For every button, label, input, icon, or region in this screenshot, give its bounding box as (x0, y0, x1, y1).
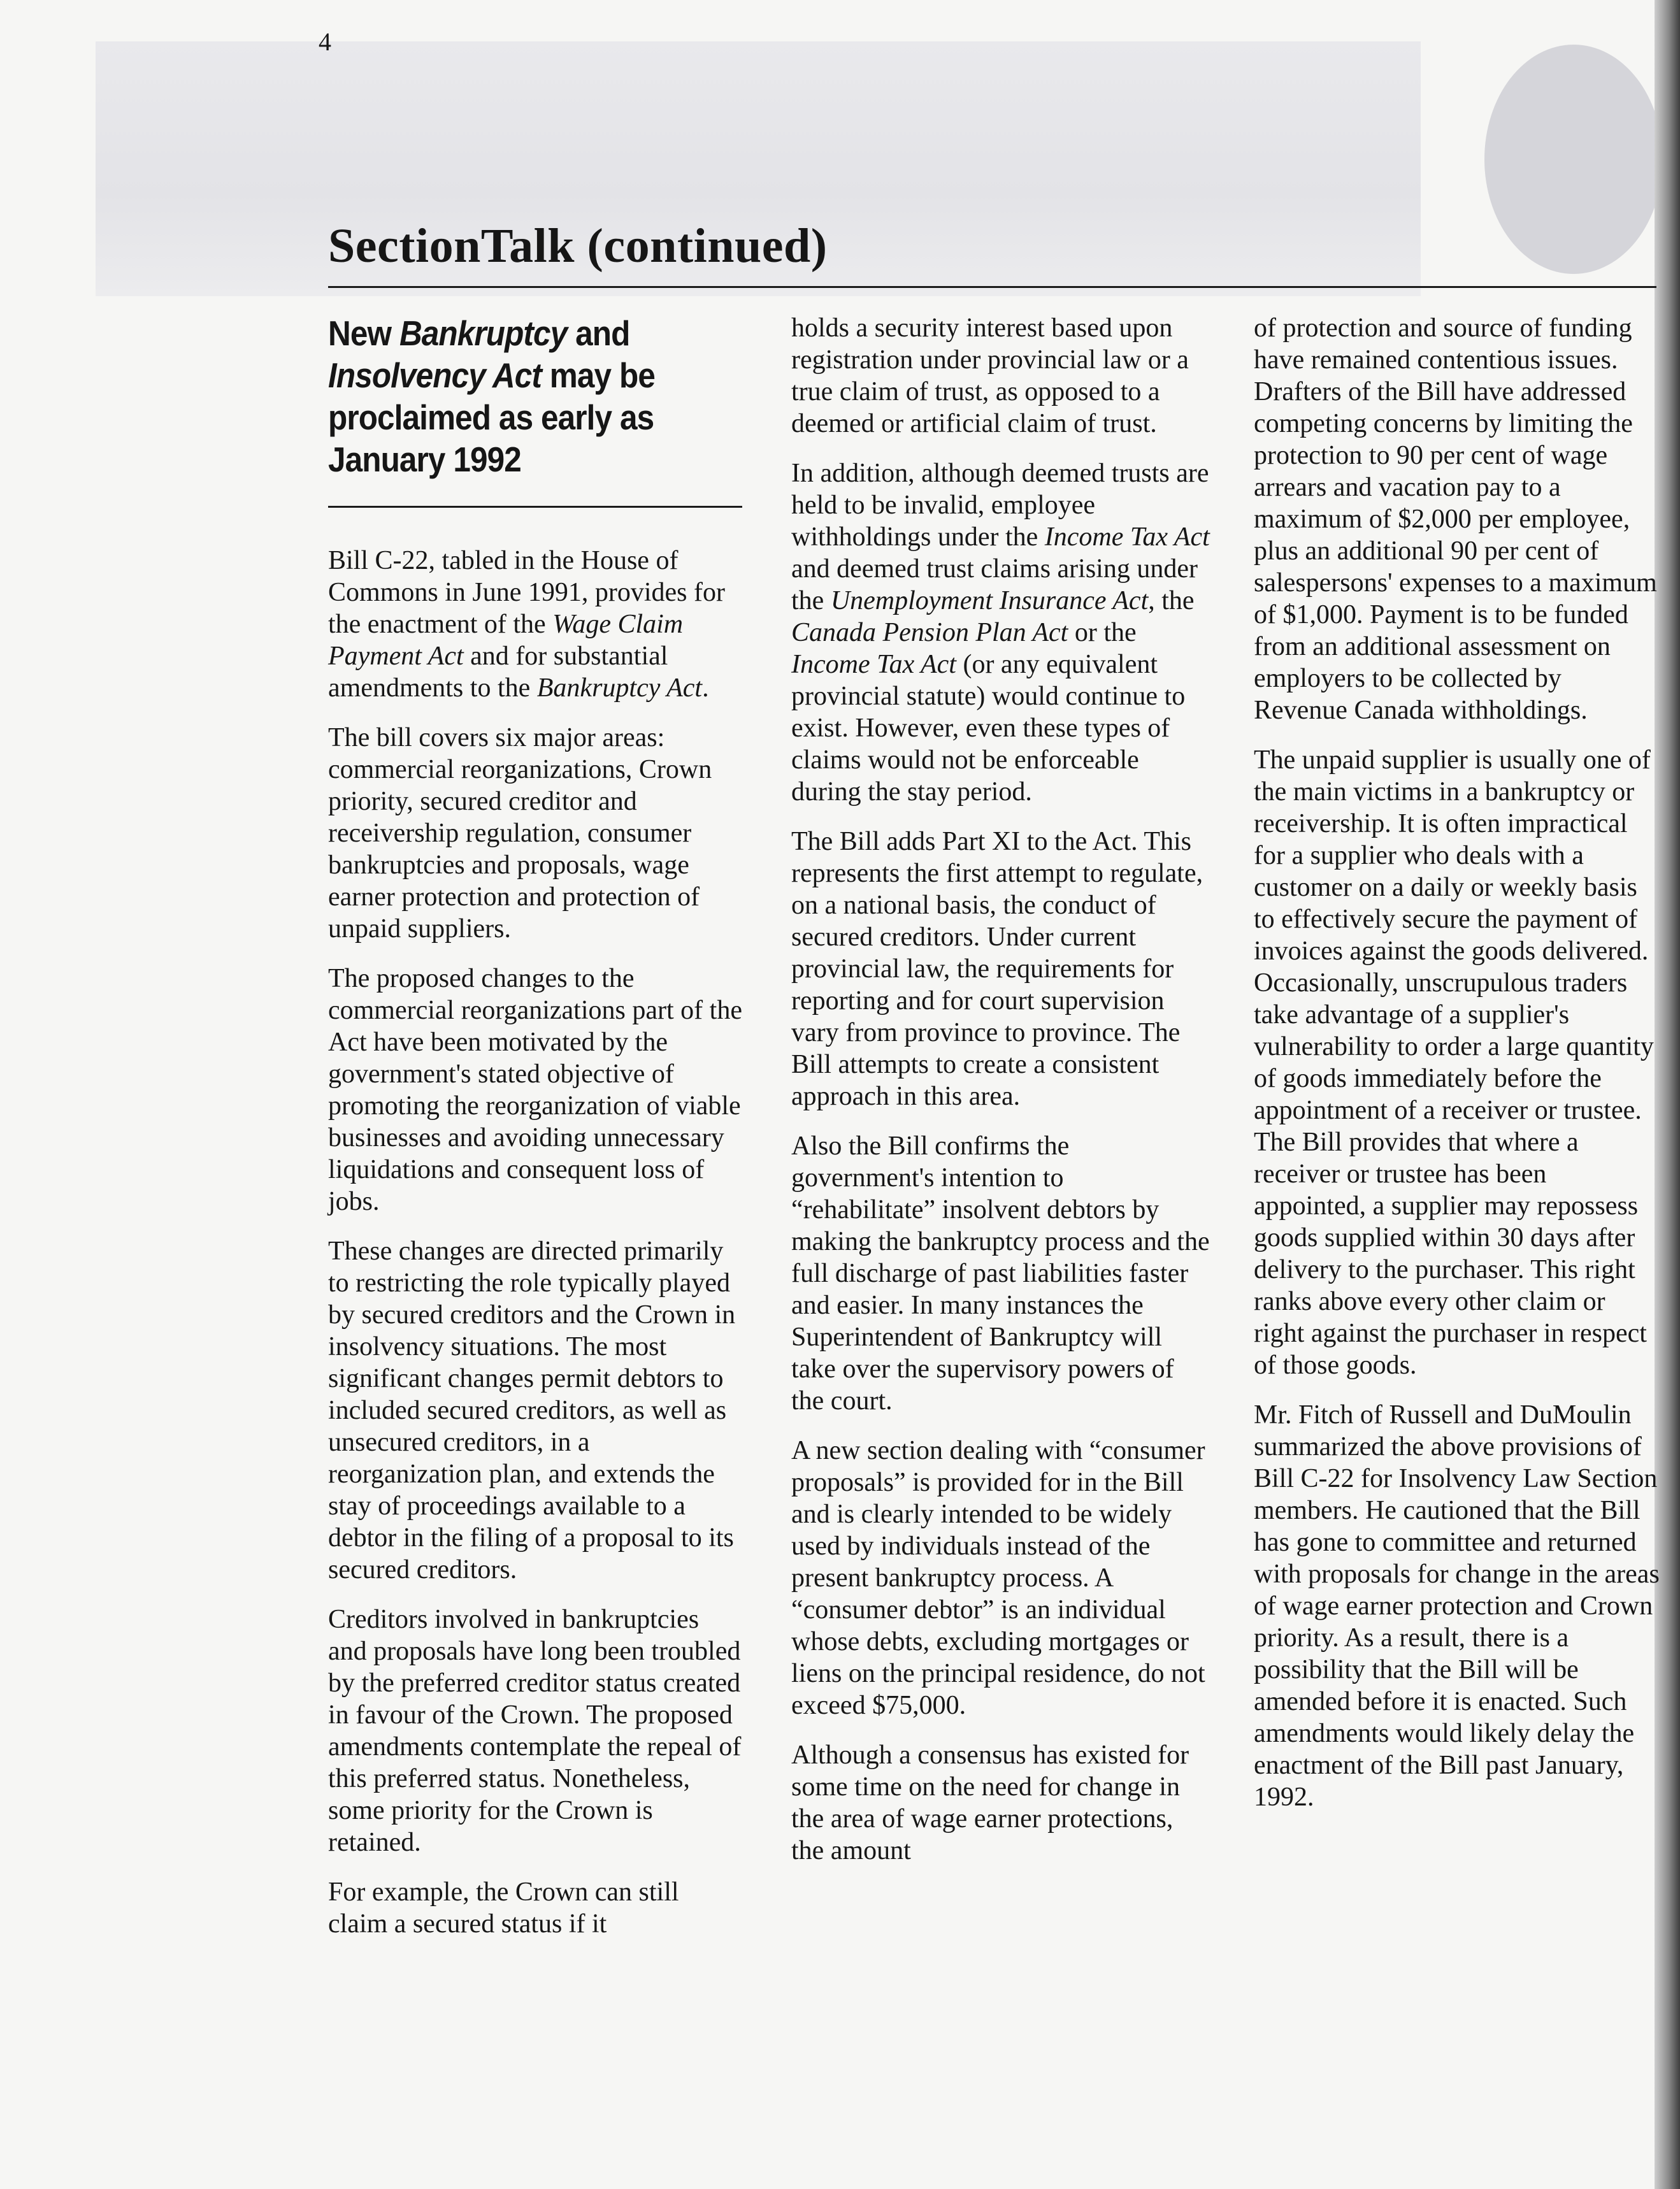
paragraph: Bill C-22, tabled in the House of Commons in June 1991, provides for the enactment of the Wage Claim Payment Act and for substantial amendments to the Bankruptcy Act. (328, 546, 725, 703)
paragraph: The proposed changes to the commercial reorganizations part of the Act have been motivated by the government's stated objective of promoting the reorganization of viable businesses and avoiding unnecessary liquidations and consequent loss of jobs. (328, 964, 742, 1216)
paragraph: The bill covers six major areas: commercial reorganizations, Crown priority, secured creditor and receivership regulation, consumer bankruptcies and proposals, wage earner protection and protection of unpaid suppliers. (328, 723, 712, 944)
paragraph: The Bill adds Part XI to the Act. This represents the first attempt to regulate, on a national basis, the conduct of secured creditors. Under current provincial law, the requirements for reporting and for court supervision vary from province to province. The Bill attempts to create a consistent approach in this area. (791, 827, 1203, 1111)
section-title: SectionTalk (continued) (328, 219, 828, 273)
paragraph: The unpaid supplier is usually one of the main victims in a bankruptcy or receivership. It is often impractical for a supplier who deals with a customer on a daily or weekly basis to effectively secure the payment of invoices against the goods delivered. Occasionally, unscrupulous traders take advantage of a supplier's vulnerability to order a large quantity of goods immediately before the appointment of a receiver or trustee. The Bill provides that where a receiver or trustee has been appointed, a supplier may repossess goods supplied within 30 days after delivery to the purchaser. This right ranks above every other claim or right against the purchaser in respect of those goods. (1254, 745, 1654, 1380)
article-headline: New Bankruptcy and Insolvency Act may be proclaimed as early as January 1992 (328, 313, 655, 479)
paragraph: Also the Bill confirms the government's intention to “rehabilitate” insolvent debtors by making the bankruptcy process and the full discharge of past liabilities faster and easier. In many instances the Superintendent of Bankruptcy will take over the supervisory powers of the court. (791, 1131, 1210, 1416)
paragraph: Although a consensus has existed for some time on the need for change in the area of wage earner protections, the amount (791, 1740, 1189, 1865)
paragraph: A new section dealing with “consumer proposals” is provided for in the Bill and is clearly intended to be widely used by individuals instead of the present bankruptcy process. A “consumer debtor” is an individual whose debts, excluding mortgages or liens on the principal residence, do not exceed $75,000. (791, 1436, 1205, 1720)
paragraph: of protection and source of funding have remained contentious issues. Drafters of the Bill have addressed competing concerns by limiting the protection to 90 per cent of wage arrears and vacation pay to a maximum of $2,000 per employee, plus an additional 90 per cent of salespersons' expenses to a maximum of $1,000. Payment is to be funded from an additional assessment on employers to be collected by Revenue Canada withholdings. (1254, 313, 1657, 725)
paragraph: These changes are directed primarily to restricting the role typically played by secured creditors and the Crown in insolvency situations. The most significant changes permit debtors to included secured creditors, as well as unsecured creditors, in a reorganization plan, and extends the stay of proceedings available to a debtor in the filing of a proposal to its secured creditors. (328, 1237, 736, 1584)
article-column-1 (328, 312, 742, 1958)
paragraph: In addition, although deemed trusts are held to be invalid, employee withholdings under the Income Tax Act and deemed trust claims arising under the Unemployment Insurance Act, the Canada Pension Plan Act or the Income Tax Act (or any equivalent provincial statute) would continue to exist. However, even these types of claims would not be enforceable during the stay period. (791, 459, 1210, 807)
paragraph: Creditors involved in bankruptcies and proposals have long been troubled by the preferred creditor status created in favour of the Crown. The proposed amendments contemplate the repeal of this preferred status. Nonetheless, some priority for the Crown is retained. (328, 1605, 742, 1857)
article-column-2 (791, 312, 1212, 1884)
paragraph: holds a security interest based upon registration under provincial law or a true claim of trust, as opposed to a deemed or artificial claim of trust. (791, 313, 1189, 438)
page-number: 4 (319, 27, 331, 56)
paragraph: For example, the Crown can still claim a secured status if it (328, 1877, 679, 1939)
article-column-3 (1254, 312, 1662, 1831)
paragraph: Mr. Fitch of Russell and DuMoulin summarized the above provisions of Bill C-22 for Insolvency Law Section members. He cautioned that the Bill has gone to committee and returned with proposals for change in the areas of wage earner protection and Crown priority. As a result, there is a possibility that the Bill will be amended before it is enacted. Such amendments would likely delay the enactment of the Bill past January, 1992. (1254, 1400, 1660, 1812)
title-rule (328, 286, 1656, 288)
headline-rule (328, 506, 742, 508)
reverse-side-logo-shadow (1484, 45, 1663, 274)
